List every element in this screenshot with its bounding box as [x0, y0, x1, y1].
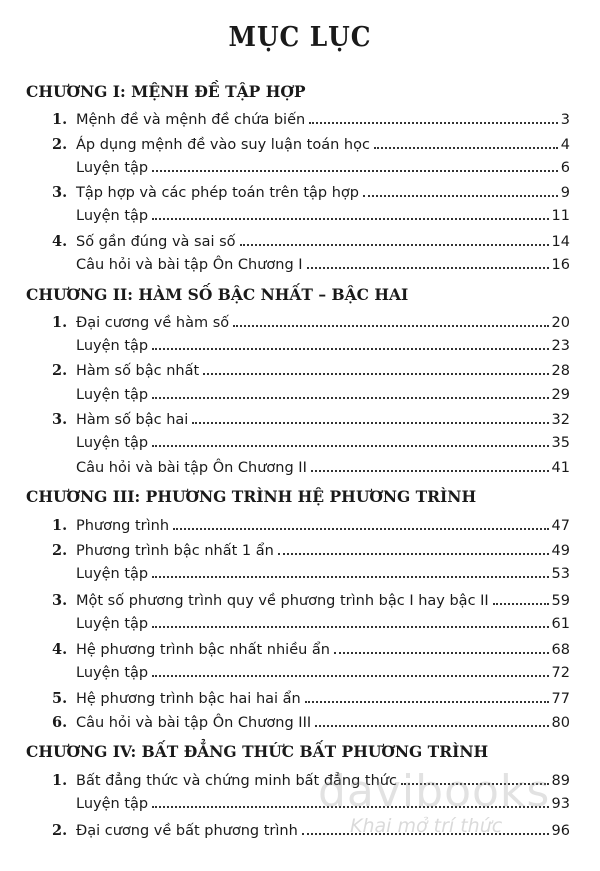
toc-entry[interactable] — [52, 665, 570, 685]
toc-entry[interactable] — [52, 690, 570, 710]
dot-leader — [363, 194, 558, 197]
dot-leader — [309, 121, 558, 124]
toc-entry[interactable] — [52, 184, 570, 204]
entry-page: 3 — [560, 112, 570, 128]
entry-number: 1. — [52, 314, 68, 331]
dot-leader — [311, 469, 549, 472]
entry-title: Một số phương trình quy về phương trình bậc I hay bậc II — [76, 593, 489, 609]
entry-page: 32 — [551, 412, 570, 428]
dot-leader — [315, 724, 548, 727]
entry-title: Mệnh đề và mệnh đề chứa biến — [76, 112, 306, 128]
toc-entry[interactable] — [52, 566, 570, 586]
dot-leader — [152, 396, 548, 399]
entry-page: 80 — [551, 715, 570, 731]
toc-entry[interactable] — [52, 542, 570, 562]
entry-title: Luyện tập — [76, 796, 149, 812]
entry-number: 1. — [52, 517, 68, 534]
entry-title: Hàm số bậc nhất — [76, 363, 200, 379]
toc-entry[interactable] — [52, 111, 570, 131]
entry-page: 49 — [551, 543, 570, 559]
dot-leader — [152, 575, 548, 578]
toc-entry[interactable] — [52, 208, 570, 228]
toc-entry[interactable] — [52, 641, 570, 661]
entry-page: 47 — [551, 518, 570, 534]
toc-entry[interactable] — [52, 160, 570, 180]
entry-page: 89 — [551, 773, 570, 789]
entry-page: 68 — [551, 642, 570, 658]
dot-leader — [334, 651, 549, 654]
entry-page: 9 — [560, 185, 570, 201]
entry-page: 96 — [551, 823, 570, 839]
entry-page: 4 — [560, 137, 570, 153]
dot-leader — [152, 625, 548, 628]
dot-leader — [152, 444, 548, 447]
chapter-heading: CHƯƠNG IV: BẤT ĐẲNG THỨC BẤT PHƯƠNG TRÌNH — [26, 742, 489, 761]
toc-entry[interactable] — [52, 517, 570, 537]
entry-title: Hệ phương trình bậc hai hai ẩn — [76, 691, 301, 707]
entry-title: Câu hỏi và bài tập Ôn Chương II — [76, 460, 307, 476]
entry-number: 2. — [52, 822, 68, 839]
entry-page: 59 — [551, 593, 570, 609]
entry-title: Bất đẳng thức và chứng minh bất đẳng thức — [76, 773, 397, 789]
dot-leader — [278, 552, 549, 555]
entry-number: 6. — [52, 714, 68, 731]
toc-entry[interactable] — [52, 314, 570, 334]
toc-entry[interactable] — [52, 338, 570, 358]
entry-title: Luyện tập — [76, 208, 149, 224]
dot-leader — [233, 324, 548, 327]
dot-leader — [305, 700, 549, 703]
toc-entry[interactable] — [52, 592, 570, 612]
entry-page: 6 — [560, 160, 570, 176]
chapter-heading: CHƯƠNG III: PHƯƠNG TRÌNH HỆ PHƯƠNG TRÌNH — [26, 487, 477, 506]
entry-title: Số gần đúng và sai số — [76, 234, 236, 250]
entry-page: 28 — [551, 363, 570, 379]
dot-leader — [493, 602, 549, 605]
entry-title: Hàm số bậc hai — [76, 412, 189, 428]
toc-entry[interactable] — [52, 411, 570, 431]
watermark-logo: davibooks — [318, 766, 551, 817]
entry-title: Phương trình — [76, 518, 170, 534]
entry-page: 23 — [551, 338, 570, 354]
chapter-heading: CHƯƠNG II: HÀM SỐ BẬC NHẤT – BẬC HAI — [26, 285, 409, 304]
entry-title: Luyện tập — [76, 160, 149, 176]
dot-leader — [152, 217, 548, 220]
dot-leader — [152, 674, 548, 677]
entry-title: Áp dụng mệnh đề vào suy luận toán học — [76, 137, 370, 153]
entry-title: Hệ phương trình bậc nhất nhiều ẩn — [76, 642, 330, 658]
toc-entry[interactable] — [52, 136, 570, 156]
entry-title: Luyện tập — [76, 616, 149, 632]
watermark-tagline: Khai mở trí thức — [350, 815, 503, 837]
entry-title: Luyện tập — [76, 665, 149, 681]
dot-leader — [152, 169, 558, 172]
entry-number: 3. — [52, 184, 68, 201]
entry-title: Đại cương về hàm số — [76, 315, 230, 331]
entry-page: 53 — [551, 566, 570, 582]
entry-page: 16 — [551, 257, 570, 273]
dot-leader — [307, 266, 549, 269]
toc-entry[interactable] — [52, 616, 570, 636]
entry-page: 72 — [551, 665, 570, 681]
entry-number: 1. — [52, 111, 68, 128]
entry-number: 3. — [52, 592, 68, 609]
toc-entry[interactable] — [52, 435, 570, 455]
entry-page: 93 — [551, 796, 570, 812]
entry-page: 61 — [551, 616, 570, 632]
entry-title: Câu hỏi và bài tập Ôn Chương I — [76, 257, 303, 273]
entry-number: 1. — [52, 772, 68, 789]
dot-leader — [374, 146, 558, 149]
toc-entry[interactable] — [52, 714, 570, 734]
entry-title: Luyện tập — [76, 435, 149, 451]
entry-title: Luyện tập — [76, 338, 149, 354]
toc-entry[interactable] — [52, 460, 570, 480]
entry-page: 41 — [551, 460, 570, 476]
dot-leader — [240, 243, 549, 246]
entry-page: 77 — [551, 691, 570, 707]
entry-number: 2. — [52, 362, 68, 379]
entry-number: 2. — [52, 542, 68, 559]
entry-title: Luyện tập — [76, 387, 149, 403]
entry-page: 11 — [551, 208, 570, 224]
entry-number: 4. — [52, 233, 68, 250]
entry-number: 5. — [52, 690, 68, 707]
entry-title: Luyện tập — [76, 566, 149, 582]
entry-title: Đại cương về bất phương trình — [76, 823, 298, 839]
dot-leader — [173, 527, 548, 530]
entry-title: Tập hợp và các phép toán trên tập hợp — [76, 185, 360, 201]
entry-number: 2. — [52, 136, 68, 153]
toc-entry[interactable] — [52, 233, 570, 253]
toc-entry[interactable] — [52, 257, 570, 277]
chapter-heading: CHƯƠNG I: MỆNH ĐỀ TẬP HỢP — [26, 82, 306, 101]
dot-leader — [152, 347, 548, 350]
toc-entry[interactable] — [52, 362, 570, 382]
page-title: MỤC LỤC — [228, 22, 372, 53]
entry-number: 4. — [52, 641, 68, 658]
entry-number: 3. — [52, 411, 68, 428]
toc-entry[interactable] — [52, 387, 570, 407]
entry-page: 35 — [551, 435, 570, 451]
entry-title: Phương trình bậc nhất 1 ẩn — [76, 543, 274, 559]
dot-leader — [192, 421, 548, 424]
entry-title: Câu hỏi và bài tập Ôn Chương III — [76, 715, 312, 731]
entry-page: 29 — [551, 387, 570, 403]
entry-page: 20 — [551, 315, 570, 331]
entry-page: 14 — [551, 234, 570, 250]
dot-leader — [203, 372, 548, 375]
